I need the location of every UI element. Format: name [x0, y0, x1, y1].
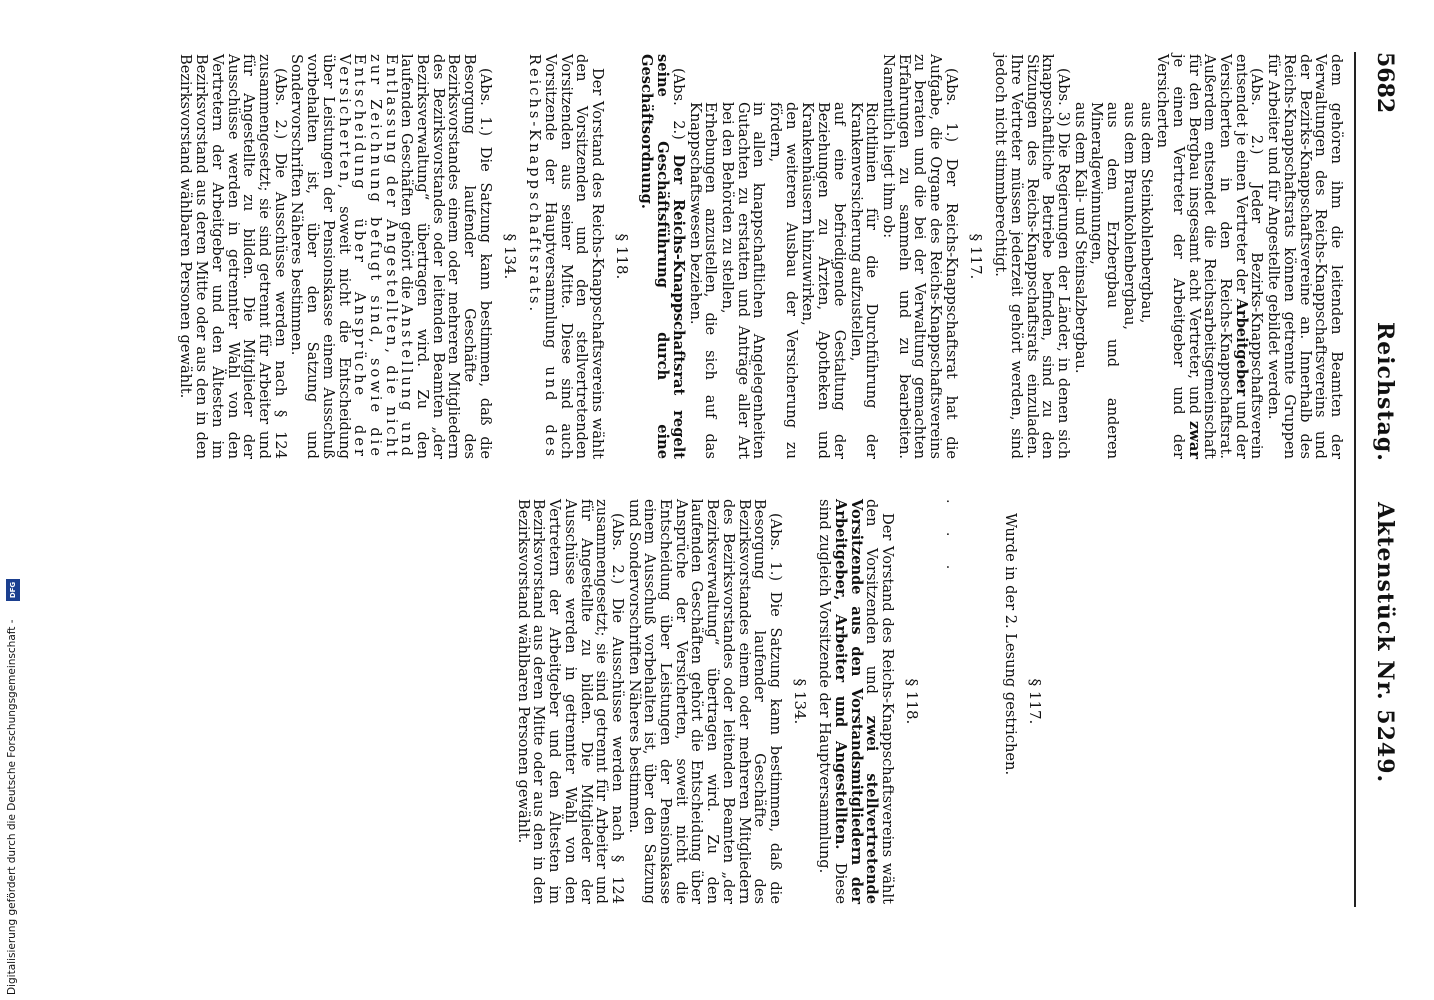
blank-space: [929, 499, 941, 904]
list-item: Erhebungen anzustellen, die sich auf das Knappschaftswesen beziehen.: [686, 102, 720, 459]
list-item: aus dem Steinkohlenbergbau,: [1137, 102, 1155, 324]
blank-space: [958, 499, 1002, 904]
s118-text-end: Diese sind zugleich Vorsitzende der Hauptversammlung.: [816, 499, 850, 904]
s118-bold: zwei stellvertretende Vorsitzende aus den Vorstandsmitgliedern der Arbeitgeber, Arbeiter und Angestellten.: [832, 499, 881, 904]
s134-abs1: (Abs. 1.) Die Satzung kann bestimmen, daß die Besorgung laufender Geschäfte des Bezirksvorstandes einem oder mehreren Mitgliedern des Bezirksvorstandes oder leitenden Beamten „der Bezirksverwaltung“ übertragen wird. Zu den laufenden Geschäften gehört die Entscheidung über Ansprüche der Versicherten, soweit nicht die Entscheidung über Leistungen der Pensionskasse einem Ausschuß vorbehalten ist, über den Satzung und Sondervorschriften Näheres bestimmen.: [625, 499, 784, 904]
s134-abs1-spaced: Anstellung und Entlassung der Angestellten, die nicht zur Zeichnung befugt sind, sowie die Entscheidung über Ansprüche der Versicherten,: [335, 54, 416, 459]
blank-space: [1052, 499, 1344, 904]
s117-paragraph: Wurde in der 2. Lesung gestrichen.: [1002, 513, 1020, 776]
journal-title: Reichstag.: [1372, 322, 1398, 462]
list-item: in allen knappschaftlichen Angelegenheiten Gutachten zu erstatten und Anträge aller Art bei den Behörden zu stellen,: [718, 102, 768, 459]
intro-paragraph: dem gehören ihm die leitenden Beamten der Verwaltungen des Reichs-Knappschaftsvereins und der Bezirks-Knappschaftsvereine an. Innerhalb des Reichs-Knappschaftsrats können getrennte Gruppen für Arbeiter und für Angestellte gebildet werden.: [1265, 54, 1345, 459]
s134-abs1: [289, 54, 493, 459]
document-number: Aktenstück Nr. 5249.: [1372, 502, 1398, 784]
s134-abs1-text: (Abs. 1.) Die Satzung kann bestimmen, daß die Besorgung laufender Geschäfte des Bezirksvorstandes einem oder mehreren Mitgliedern des Bezirksvorstandes oder leitenden Beamten „der Bezirksverwaltung“ übertragen wird. Zu den laufenden Geschäften gehört die: [398, 54, 494, 459]
abs2-end: je einen Vertreter der Arbeitgeber und der Versicherten: [1154, 54, 1187, 459]
abs2-lead: (Abs. 2.) Jeder Bezirks-Knappschaftsverein entsendet je einen Vertreter der: [1232, 54, 1266, 459]
s117-abs2-lead: (Abs. 2.): [669, 68, 687, 155]
s117-abs2-bold: Der Reichs-Knappschaftsrat regelt seine Geschäftsführung durch eine Geschäftsordnung.: [638, 54, 687, 459]
list-item: Richtlinien für die Durchführung der Krankenversicherung aufzustellen,: [847, 102, 881, 459]
section-heading: § 118.: [612, 233, 631, 280]
abs2-mid: und der Versicherten in den Reichs-Knappschaftsrat. Außerdem entsendet die Reichsarbeitsgemeinschaft für den Bergbau insgesamt acht Vertreter, und: [1185, 54, 1250, 459]
section-heading: § 117.: [1026, 678, 1044, 725]
page-header: [1362, 52, 1398, 907]
dfg-logo-text: DFG: [9, 581, 17, 599]
abs2-bold-2: zwar: [1185, 421, 1203, 459]
section-heading: § 134.: [500, 233, 519, 280]
s118-paragraph: [527, 54, 606, 459]
s118-text: Der Vorstand des Reichs-Knappschaftsvereins wählt den Vorsitzenden und den stellvertretenden Vorsitzenden aus seiner Mitte. Diese sind auch Vorsitzende der Hauptversammlung: [541, 54, 607, 459]
s117-abs1: (Abs. 1.) Der Reichs-Knappschaftsrat hat die Aufgabe, die Organe des Reichs-Knappschaftsvereins zu beraten und die bei der Verwaltung gemachten Erfahrungen zu sammeln und zu bearbeiten. Namentlich liegt ihm ob:: [880, 54, 960, 459]
header-rule: [1354, 52, 1356, 907]
s134-abs2: (Abs. 2.) Die Ausschüsse werden nach § 124 zusammengesetzt; sie sind getrennt für Arbeiter und für Angestellte zu bilden. Die Mitglieder der Ausschüsse werden in getrennter Wahl von den Vertretern der Arbeitgeber und den Ältesten im Bezirksvorstand aus deren Mitte oder aus den in den Bezirksvorstand wählbaren Personen gewählt.: [177, 54, 289, 459]
s134-abs2: (Abs. 2.) Die Ausschüsse werden nach § 124 zusammengesetzt; sie sind getrennt für Arbeiter und für Angestellte zu bilden. Die Mitglieder der Ausschüsse werden in getrennter Wahl von den Vertretern der Arbeitgeber und den Ältesten im Bezirksvorstand aus deren Mitte oder aus den in den Bezirksvorstand wählbaren Personen gewählt.: [514, 499, 626, 904]
section-heading: § 134.: [790, 678, 809, 725]
right-column: [514, 499, 1344, 904]
abs3-paragraph: (Abs. 3) Die Regierungen der Länder, in denen sich knappschaftliche Betriebe befinden, sind zu den Sitzungen des Reichs-Knappschaftsrats einzuladen. Ihre Vertreter müssen jederzeit gehört werden, sind jedoch nicht stimmberechtigt.: [992, 54, 1073, 459]
list-item: den weiteren Ausbau der Versicherung zu fördern,: [767, 102, 800, 459]
section-heading: § 118.: [902, 678, 921, 725]
list-item: aus dem Kali- und Steinsalzbergbau.: [1071, 102, 1089, 374]
abs2-bold-1: Arbeitgeber: [1232, 298, 1250, 397]
s134-abs1-text-end: soweit nicht die Entscheidung über Leistungen der Pensionskasse einem Ausschuß vorbehalten ist, über den Satzung und Sondervorschriften Näheres bestimmen.: [288, 54, 353, 459]
list-item: auf eine befriedigende Gestaltung der Beziehungen zu Ärzten, Apotheken und Krankenhäusern hinzuwirken,: [799, 102, 848, 459]
dfg-logo: [6, 579, 20, 601]
ellipsis-dots: . . .: [942, 499, 959, 582]
footer-credit: [6, 581, 20, 995]
section-heading: § 117.: [966, 233, 985, 280]
s117-abs2: [639, 54, 686, 459]
left-column: [177, 54, 1344, 459]
list-item: aus dem Braunkohlenbergbau,: [1120, 102, 1138, 330]
s118-paragraph: [817, 499, 896, 904]
s118-text: Der Vorstand des Reichs-Knappschaftsvereins wählt den Vorsitzenden und: [863, 499, 897, 904]
s118-spaced: und des Reichs-Knappschaftsrats.: [526, 54, 559, 459]
footer-text: Digitalisierung gefördert durch die Deutsche Forschungsgemeinschaft -: [6, 619, 18, 995]
abs2-paragraph: [1155, 54, 1265, 459]
page-number: 5682: [1372, 52, 1398, 114]
list-item: aus dem Erzbergbau und anderen Mineralgewinnungen,: [1088, 102, 1122, 459]
